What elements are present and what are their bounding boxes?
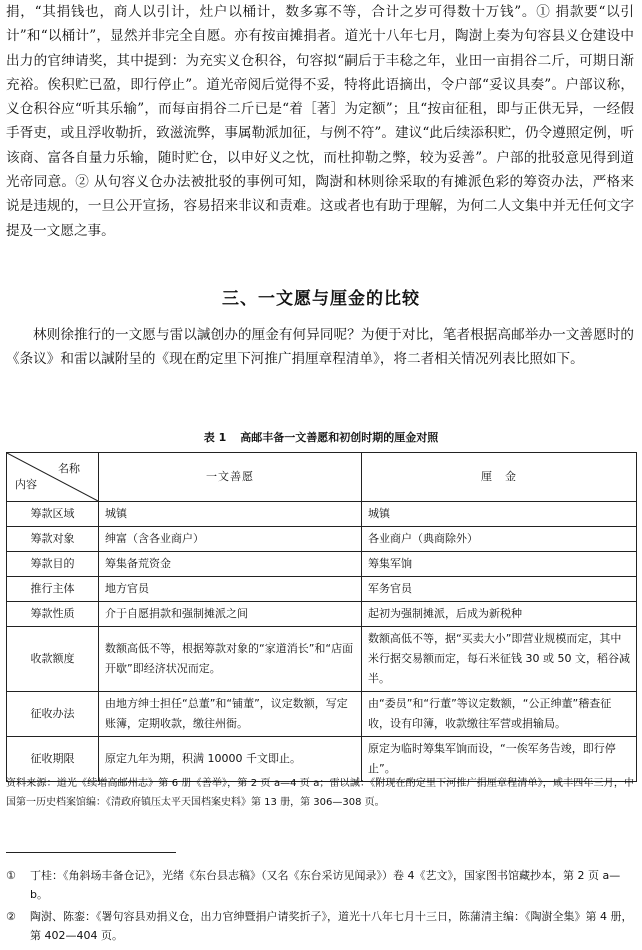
row-label: 征收期限 [7,737,99,782]
cell-yiwenyuan: 城镇 [99,502,362,527]
cell-lijin: 各业商户（典商除外） [362,527,637,552]
column-header-lijin: 厘 金 [362,453,637,502]
row-label: 筹款对象 [7,527,99,552]
cell-yiwenyuan: 介于自愿捐款和强制摊派之间 [99,602,362,627]
footnote-text: 丁桂：《角斜场丰备仓记》，光绪《东台县志稿》（又名《东台采访见闻录》）卷 4《艺文》，国家图书馆藏抄本，第 2 页 a—b。 [30,869,621,901]
row-label: 收款额度 [7,627,99,692]
cell-lijin: 起初为强制摊派，后成为新税种 [362,602,637,627]
table-row [7,577,637,602]
table-row [7,527,637,552]
table-title: 高邮丰备一文善愿和初创时期的厘金对照 [240,431,439,444]
cell-yiwenyuan: 数额高低不等，根据筹款对象的“家道消长”和“店面开歇”即经济状况而定。 [99,627,362,692]
comparison-table [6,452,637,782]
table-row [7,692,637,737]
table-row [7,502,637,527]
table-row [7,627,637,692]
cell-yiwenyuan: 由地方绅士担任“总董”和“铺董”，议定数额，写定账簿，定期收款，缴往州衙。 [99,692,362,737]
cell-lijin: 筹集军饷 [362,552,637,577]
diag-top-label: 名称 [58,462,80,475]
body-paragraph-2: 林则徐推行的一文愿与雷以諴创办的厘金有何异同呢？为便于对比，笔者根据高邮举办一文善愿时的《条议》和雷以諴附呈的《现在酌定里下河推广捐厘章程清单》，将二者相关情况列表比照如下。 [6,327,634,368]
cell-lijin: 军务官员 [362,577,637,602]
cell-lijin: 由“委员”和“行董”等议定数额，“公正绅董”稽查征收，设有印簿，收款缴往军营或捐输局。 [362,692,637,737]
section-heading: 三、一文愿与厘金的比较 [222,289,420,309]
row-label: 推行主体 [7,577,99,602]
table-caption [0,429,642,445]
table-header-row [7,453,637,502]
footnote-divider [6,852,176,853]
diagonal-header-cell [7,453,99,502]
footnote-text: 陶澍、陈銮：《署句容县劝捐义仓，出力官绅暨捐户请奖折子》，道光十八年七月十三日，陈蒲清主编：《陶澍全集》第 4 册，第 402—404 页。 [30,910,633,942]
row-label: 筹款目的 [7,552,99,577]
footnote-1 [6,866,634,904]
cell-yiwenyuan: 绅富（含各业商户） [99,527,362,552]
footnote-mark: ② [6,910,16,923]
cell-yiwenyuan: 原定九年为期，积满 10000 千文即止。 [99,737,362,782]
table-source-note: 资料来源：道光《续增高邮州志》第 6 册《善举》，第 2 页 a—4 页 a；雷以諴：《附现在酌定里下河推广捐厘章程清单》，咸丰四年三月，中国第一历史档案馆编：《清政府镇压太平天国档案史料》第 13 册，第 306—308 页。 [6,778,634,808]
column-header-yiwenyuan: 一文善愿 [99,453,362,502]
table-row [7,552,637,577]
row-label: 筹款性质 [7,602,99,627]
cell-lijin: 原定为临时筹集军饷而设，“一俟军务告竣，即行停止”。 [362,737,637,782]
diag-bottom-label: 内容 [15,478,37,491]
body-paragraph-1: 捐，“其捐钱也，商人以引计，灶户以桶计，数多寡不等，合计之岁可得数十万钱”。① 捐款要“以引计”和“以桶计”，显然并非完全自愿。亦有按亩摊捐者。道光十八年七月，陶澍上奏为句容县义仓建设中出力的官绅请奖，其中提到：为充实义仓积谷，句容拟“嗣后于丰稔之年，业田一亩捐谷二斤，可期日渐充裕。俟积贮已盈，即行停止”。道光帝阅后觉得不妥，特将此语摘出，令户部“妥议具奏”。户部议称，义仓积谷应“听其乐输”，而每亩捐谷二斤已是“着［著］为定额”；且“按亩征租，即与正供无异，一经假手胥吏，或且浮收勒折，致滋流弊，事属勒派加征，与例不符”。建议“此后续添积贮，仍令遵照定例，听该商、富各自量力乐输，随时贮仓，以申好义之忱，而杜抑勒之弊，较为妥善”。户部的批驳意见得到道光帝同意。② 从句容义仓办法被批驳的事例可知，陶澍和林则徐采取的有摊派色彩的筹资办法，严格来说是违规的，一旦公开宣扬，容易招来非议和责难。这或者也有助于理解，为何二人文集中并无任何文字提及一文愿之事。 [6,4,634,239]
row-label: 筹款区域 [7,502,99,527]
cell-lijin: 城镇 [362,502,637,527]
table-number: 表 1 [203,431,227,444]
footnote-2 [6,907,634,945]
cell-yiwenyuan: 地方官员 [99,577,362,602]
footnote-mark: ① [6,869,16,882]
cell-lijin: 数额高低不等，据“买卖大小”即营业规模而定，其中米行据交易额而定，每石米征钱 30 或 50 文，稻谷减半。 [362,627,637,692]
row-label: 征收办法 [7,692,99,737]
cell-yiwenyuan: 筹集备荒资金 [99,552,362,577]
table-row [7,602,637,627]
